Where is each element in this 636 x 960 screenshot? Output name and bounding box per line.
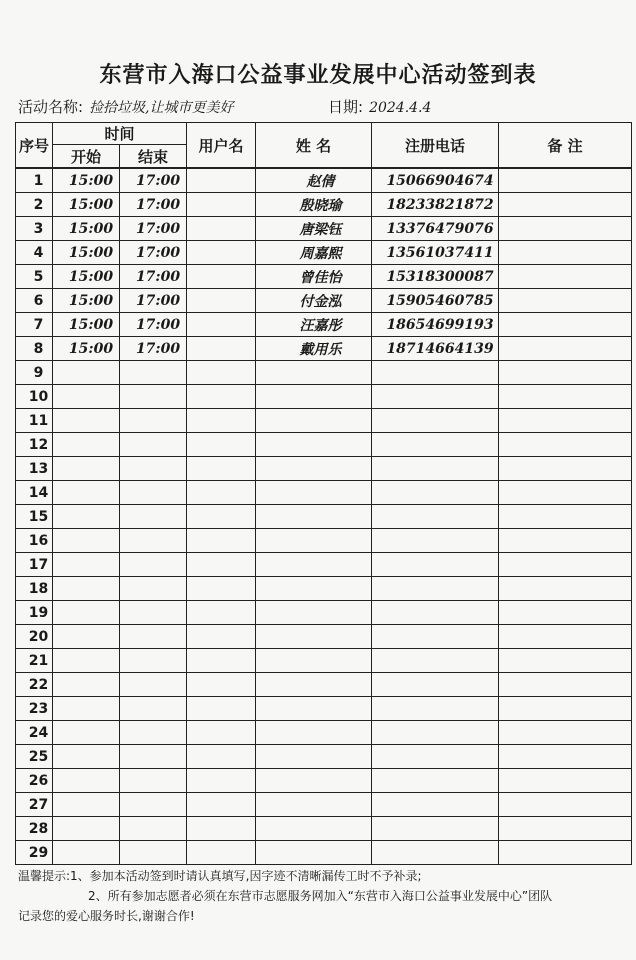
name-cell: 唐梁钰 [256, 217, 372, 241]
start-time-cell: 15:00 [53, 337, 120, 361]
start-time-cell: 15:00 [53, 241, 120, 265]
phone-cell [372, 745, 499, 769]
name-cell [256, 673, 372, 697]
table-row [16, 649, 632, 673]
phone-cell [372, 553, 499, 577]
remarks-cell [499, 769, 632, 793]
table-row [16, 265, 632, 289]
table-row [16, 241, 632, 265]
row-number: 28 [16, 817, 53, 841]
end-time-cell: 17:00 [120, 193, 187, 217]
name-cell [256, 697, 372, 721]
end-time-cell [120, 481, 187, 505]
date-label: 日期: [328, 98, 364, 116]
end-time-cell [120, 649, 187, 673]
header-remarks: 备 注 [499, 123, 632, 169]
username-cell [187, 553, 256, 577]
note-line-1: 温馨提示:1、参加本活动签到时请认真填写,因字迹不清晰漏传工时不予补录; [18, 869, 422, 883]
date-value: 2024.4.4 [369, 100, 432, 116]
table-row [16, 361, 632, 385]
phone-cell [372, 649, 499, 673]
sign-in-table [15, 122, 632, 865]
table-row [16, 337, 632, 361]
header-phone: 注册电话 [372, 123, 499, 169]
start-time-cell [53, 385, 120, 409]
username-cell [187, 625, 256, 649]
table-row [16, 817, 632, 841]
end-time-cell: 17:00 [120, 265, 187, 289]
remarks-cell [499, 625, 632, 649]
name-cell: 汪嘉彤 [256, 313, 372, 337]
row-number: 4 [16, 241, 53, 265]
header-end: 结束 [120, 145, 187, 169]
row-number: 26 [16, 769, 53, 793]
username-cell [187, 481, 256, 505]
remarks-cell [499, 721, 632, 745]
start-time-cell: 15:00 [53, 265, 120, 289]
name-cell [256, 433, 372, 457]
remarks-cell [499, 217, 632, 241]
phone-cell [372, 625, 499, 649]
table-row [16, 841, 632, 865]
end-time-cell [120, 793, 187, 817]
phone-cell: 15905460785 [372, 289, 499, 313]
phone-cell [372, 697, 499, 721]
name-cell [256, 409, 372, 433]
table-row [16, 529, 632, 553]
name-cell: 曾佳怡 [256, 265, 372, 289]
username-cell [187, 313, 256, 337]
name-cell [256, 577, 372, 601]
end-time-cell [120, 625, 187, 649]
notes [18, 866, 628, 926]
remarks-cell [499, 481, 632, 505]
row-number: 12 [16, 433, 53, 457]
start-time-cell [53, 361, 120, 385]
phone-cell [372, 841, 499, 865]
name-cell [256, 553, 372, 577]
end-time-cell: 17:00 [120, 313, 187, 337]
username-cell [187, 769, 256, 793]
remarks-cell [499, 193, 632, 217]
end-time-cell: 17:00 [120, 217, 187, 241]
header-name: 姓 名 [256, 123, 372, 169]
start-time-cell [53, 409, 120, 433]
row-number: 25 [16, 745, 53, 769]
row-number: 8 [16, 337, 53, 361]
row-number: 14 [16, 481, 53, 505]
end-time-cell [120, 505, 187, 529]
remarks-cell [499, 385, 632, 409]
name-cell [256, 769, 372, 793]
end-time-cell [120, 361, 187, 385]
end-time-cell: 17:00 [120, 241, 187, 265]
phone-cell [372, 385, 499, 409]
name-cell [256, 793, 372, 817]
start-time-cell [53, 841, 120, 865]
username-cell [187, 817, 256, 841]
start-time-cell: 15:00 [53, 217, 120, 241]
phone-cell [372, 529, 499, 553]
name-cell [256, 481, 372, 505]
table-row [16, 769, 632, 793]
row-number: 3 [16, 217, 53, 241]
table-row [16, 409, 632, 433]
remarks-cell [499, 553, 632, 577]
name-cell: 赵倩 [256, 168, 372, 193]
row-number: 16 [16, 529, 53, 553]
phone-cell [372, 577, 499, 601]
end-time-cell [120, 577, 187, 601]
table-row [16, 625, 632, 649]
row-number: 18 [16, 577, 53, 601]
remarks-cell [499, 505, 632, 529]
row-number: 7 [16, 313, 53, 337]
remarks-cell [499, 841, 632, 865]
activity-value: 捡拾垃圾,让城市更美好 [89, 100, 234, 116]
row-number: 27 [16, 793, 53, 817]
remarks-cell [499, 409, 632, 433]
remarks-cell [499, 649, 632, 673]
remarks-cell [499, 289, 632, 313]
username-cell [187, 385, 256, 409]
row-number: 1 [16, 168, 53, 193]
header-time: 时间 [53, 123, 187, 145]
phone-cell: 13376479076 [372, 217, 499, 241]
username-cell [187, 289, 256, 313]
name-cell [256, 505, 372, 529]
phone-cell [372, 505, 499, 529]
start-time-cell [53, 649, 120, 673]
note-line-2: 2、所有参加志愿者必须在东营市志愿服务网加入“东营市入海口公益事业发展中心”团队 [88, 889, 553, 903]
start-time-cell: 15:00 [53, 193, 120, 217]
name-cell [256, 529, 372, 553]
row-number: 23 [16, 697, 53, 721]
row-number: 21 [16, 649, 53, 673]
remarks-cell [499, 601, 632, 625]
username-cell [187, 361, 256, 385]
username-cell [187, 265, 256, 289]
activity-label: 活动名称: [18, 98, 84, 116]
start-time-cell [53, 553, 120, 577]
row-number: 6 [16, 289, 53, 313]
username-cell [187, 505, 256, 529]
start-time-cell [53, 697, 120, 721]
username-cell [187, 529, 256, 553]
phone-cell [372, 361, 499, 385]
username-cell [187, 457, 256, 481]
name-cell: 付金泓 [256, 289, 372, 313]
end-time-cell [120, 697, 187, 721]
username-cell [187, 193, 256, 217]
name-cell: 周嘉熙 [256, 241, 372, 265]
end-time-cell [120, 433, 187, 457]
end-time-cell [120, 385, 187, 409]
table-row [16, 433, 632, 457]
row-number: 2 [16, 193, 53, 217]
page-title: 东营市入海口公益事业发展中心活动签到表 [99, 63, 537, 88]
table-row [16, 577, 632, 601]
start-time-cell [53, 625, 120, 649]
start-time-cell [53, 769, 120, 793]
remarks-cell [499, 793, 632, 817]
row-number: 10 [16, 385, 53, 409]
end-time-cell: 17:00 [120, 337, 187, 361]
end-time-cell [120, 409, 187, 433]
remarks-cell [499, 361, 632, 385]
start-time-cell [53, 457, 120, 481]
start-time-cell [53, 673, 120, 697]
header-seq: 序号 [16, 123, 53, 169]
table-row [16, 168, 632, 193]
name-cell [256, 841, 372, 865]
remarks-cell [499, 433, 632, 457]
phone-cell: 13561037411 [372, 241, 499, 265]
username-cell [187, 601, 256, 625]
username-cell [187, 337, 256, 361]
start-time-cell [53, 817, 120, 841]
date-field [328, 96, 431, 117]
note-line-3: 记录您的爱心服务时长,谢谢合作! [18, 909, 195, 923]
phone-cell [372, 433, 499, 457]
row-number: 15 [16, 505, 53, 529]
username-cell [187, 409, 256, 433]
phone-cell [372, 793, 499, 817]
start-time-cell [53, 481, 120, 505]
username-cell [187, 217, 256, 241]
end-time-cell [120, 817, 187, 841]
username-cell [187, 433, 256, 457]
remarks-cell [499, 577, 632, 601]
start-time-cell: 15:00 [53, 289, 120, 313]
phone-cell [372, 409, 499, 433]
username-cell [187, 577, 256, 601]
name-cell [256, 385, 372, 409]
table-row [16, 793, 632, 817]
table-row [16, 601, 632, 625]
username-cell [187, 649, 256, 673]
remarks-cell [499, 745, 632, 769]
row-number: 24 [16, 721, 53, 745]
remarks-cell [499, 265, 632, 289]
table-row [16, 385, 632, 409]
end-time-cell [120, 721, 187, 745]
table-body [16, 168, 632, 865]
username-cell [187, 793, 256, 817]
name-cell [256, 745, 372, 769]
username-cell [187, 721, 256, 745]
end-time-cell [120, 601, 187, 625]
table-row [16, 457, 632, 481]
phone-cell [372, 673, 499, 697]
activity-field [18, 96, 234, 117]
start-time-cell [53, 745, 120, 769]
start-time-cell [53, 433, 120, 457]
phone-cell: 15066904674 [372, 168, 499, 193]
end-time-cell [120, 457, 187, 481]
table-row [16, 697, 632, 721]
username-cell [187, 697, 256, 721]
end-time-cell [120, 745, 187, 769]
header-username: 用户名 [187, 123, 256, 169]
row-number: 11 [16, 409, 53, 433]
phone-cell: 18233821872 [372, 193, 499, 217]
start-time-cell [53, 721, 120, 745]
name-cell [256, 649, 372, 673]
name-cell: 殷晓瑜 [256, 193, 372, 217]
username-cell [187, 745, 256, 769]
phone-cell [372, 721, 499, 745]
header-start: 开始 [53, 145, 120, 169]
phone-cell [372, 817, 499, 841]
name-cell: 戴用乐 [256, 337, 372, 361]
table-row [16, 481, 632, 505]
start-time-cell: 15:00 [53, 168, 120, 193]
remarks-cell [499, 817, 632, 841]
remarks-cell [499, 673, 632, 697]
table-row [16, 553, 632, 577]
end-time-cell [120, 841, 187, 865]
start-time-cell [53, 793, 120, 817]
start-time-cell: 15:00 [53, 313, 120, 337]
table-row [16, 745, 632, 769]
name-cell [256, 721, 372, 745]
row-number: 5 [16, 265, 53, 289]
end-time-cell [120, 673, 187, 697]
name-cell [256, 817, 372, 841]
table-row [16, 721, 632, 745]
name-cell [256, 625, 372, 649]
username-cell [187, 241, 256, 265]
phone-cell: 15318300087 [372, 265, 499, 289]
row-number: 9 [16, 361, 53, 385]
remarks-cell [499, 457, 632, 481]
phone-cell [372, 769, 499, 793]
start-time-cell [53, 529, 120, 553]
end-time-cell [120, 553, 187, 577]
table-row [16, 505, 632, 529]
username-cell [187, 168, 256, 193]
end-time-cell [120, 769, 187, 793]
remarks-cell [499, 337, 632, 361]
name-cell [256, 361, 372, 385]
name-cell [256, 457, 372, 481]
remarks-cell [499, 313, 632, 337]
row-number: 17 [16, 553, 53, 577]
row-number: 13 [16, 457, 53, 481]
start-time-cell [53, 505, 120, 529]
phone-cell [372, 601, 499, 625]
table-row [16, 289, 632, 313]
username-cell [187, 673, 256, 697]
start-time-cell [53, 577, 120, 601]
row-number: 20 [16, 625, 53, 649]
table-row [16, 313, 632, 337]
phone-cell [372, 481, 499, 505]
row-number: 22 [16, 673, 53, 697]
row-number: 19 [16, 601, 53, 625]
table-row [16, 193, 632, 217]
phone-cell: 18654699193 [372, 313, 499, 337]
remarks-cell [499, 168, 632, 193]
end-time-cell [120, 529, 187, 553]
remarks-cell [499, 697, 632, 721]
end-time-cell: 17:00 [120, 289, 187, 313]
remarks-cell [499, 529, 632, 553]
phone-cell: 18714664139 [372, 337, 499, 361]
username-cell [187, 841, 256, 865]
end-time-cell: 17:00 [120, 168, 187, 193]
start-time-cell [53, 601, 120, 625]
table-row [16, 217, 632, 241]
table-row [16, 673, 632, 697]
name-cell [256, 601, 372, 625]
row-number: 29 [16, 841, 53, 865]
phone-cell [372, 457, 499, 481]
remarks-cell [499, 241, 632, 265]
